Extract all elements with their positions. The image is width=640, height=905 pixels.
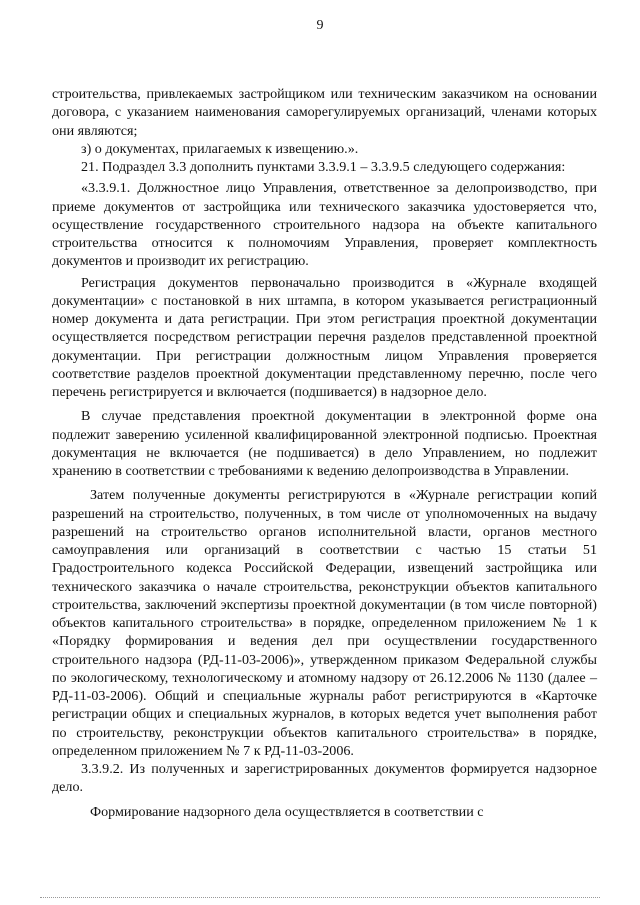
paragraph-electronic-form: В случае представления проектной документации в электронной форме она подлежит заверению усиленной квалифицированной электронной подписью. Проектная документация не включается (не подшивается) в дело Управлением, но подлежит хранению в соответствии с требованиями к ведению делопроизводства в Управлении. [52, 408, 597, 479]
paragraph-3-3-9-2: 3.3.9.2. Из полученных и зарегистрированных документов формируется надзорное дело. [52, 761, 597, 796]
bottom-divider [40, 897, 600, 899]
paragraph-3-3-9-1: «3.3.9.1. Должностное лицо Управления, ответственное за делопроизводство, при приеме документов от застройщика или технического заказчика удостоверяется что, осуществление государственного строительного надзора на объекте капитального строительства относится к полномочиям Управления, проверяет комплектность документов и производит их регистрацию. [52, 180, 597, 270]
paragraph-item-z: з) о документах, прилагаемых к извещению.». [81, 140, 359, 157]
page-number: 9 [316, 18, 324, 33]
paragraph-journal-registration: Затем полученные документы регистрируются в «Журнале регистрации копий разрешений на строительство, полученных, в том числе от уполномоченных на выдачу разрешений на строительство органов исполнительной власти, органов местного самоуправления или организаций в соответствии с частью 15 статьи 51 Градостроительного кодекса Российской Федерации, извещений застройщика или технического заказчика о начале строительства, реконструкции объектов капитального строительства, заключений экспертизы проектной документации (в том числе повторной) объектов капитального строительства» в порядке, определенном приложением № 1 к «Порядку формирования и ведения дел при осуществлении государственного строительного надзора (РД-11-03-2006)», утвержденном приказом Федеральной службы по экологическому, технологическому и атомному надзору от 26.12.2006 № 1130 (далее – РД-11-03-2006). Общий и специальные журналы работ регистрируются в «Карточке регистрации общих и специальных журналов, в которых ведется учет выполнения работ по строительству, реконструкции объектов капитального строительства» в порядке, определенном приложением № 7 к РД-11-03-2006. [52, 487, 597, 759]
paragraph-formation: Формирование надзорного дела осуществляется в соответствии с [90, 803, 484, 820]
paragraph-registration: Регистрация документов первоначально производится в «Журнале входящей документации» с постановкой в них штампа, в котором указывается регистрационный номер документа и дата регистрации. При этом регистрация проектной документации осуществляется посредством регистрации перечня разделов представленной проектной документации. При регистрации должностным лицом Управления проверяется соответствие разделов проектной документации представленному перечню, после чего перечень регистрируется и включается (подшивается) в надзорное дело. [52, 274, 597, 400]
paragraph-continuation: строительства, привлекаемых застройщиком или техническим заказчиком на основании договора, с указанием наименования саморегулируемых организаций, членами которых они являются; [52, 86, 597, 139]
document-body [52, 85, 597, 821]
paragraph-point-21: 21. Подраздел 3.3 дополнить пунктами 3.3.9.1 – 3.3.9.5 следующего содержания: [81, 159, 566, 175]
